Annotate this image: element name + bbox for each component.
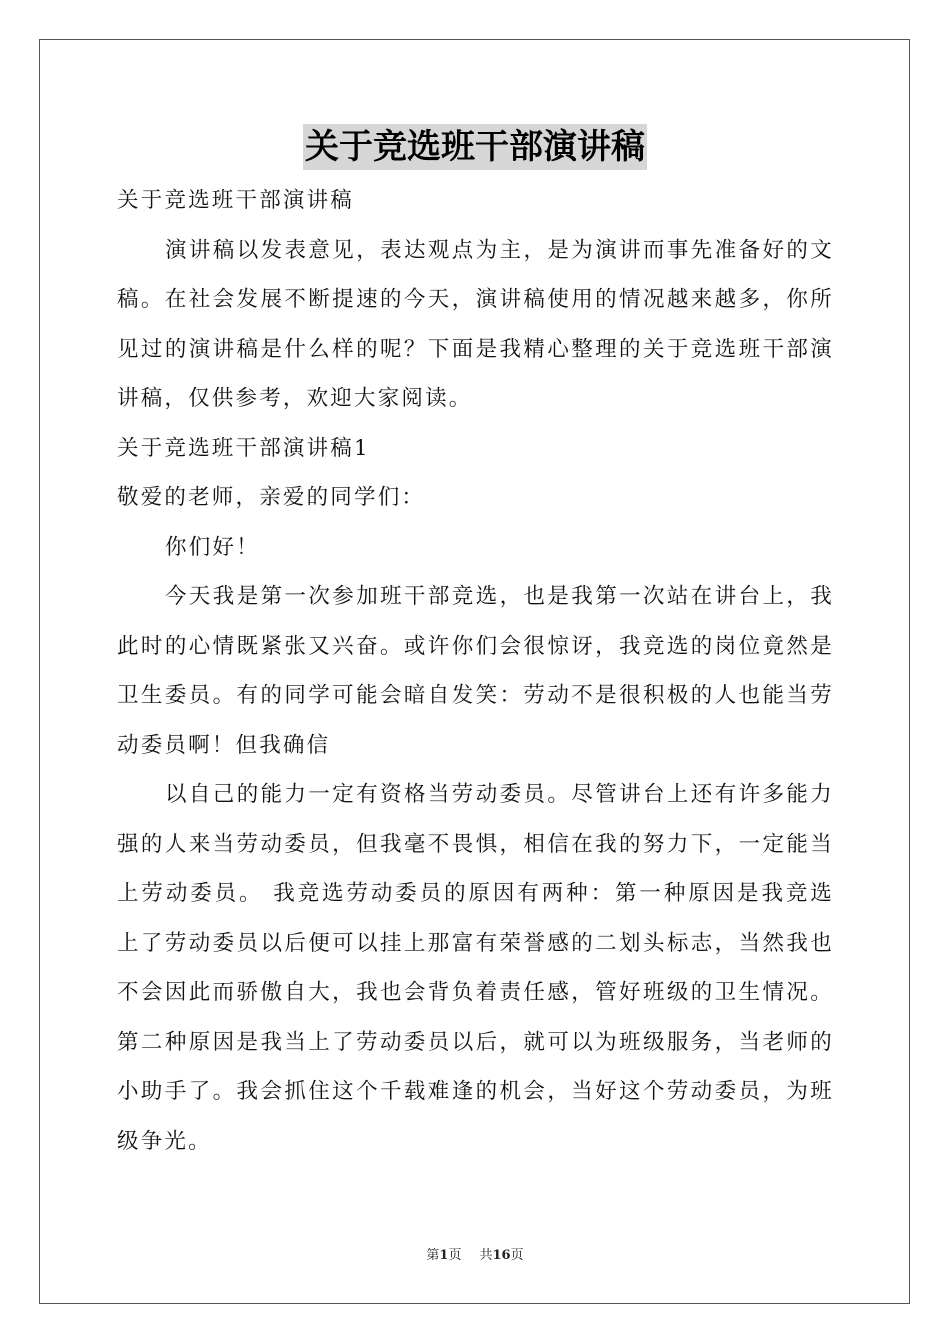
- page-footer: [0, 1247, 950, 1265]
- body-paragraph: 以自己的能力一定有资格当劳动委员。尽管讲台上还有许多能力强的人来当劳动委员，但我毫不畏惧，相信在我的努力下，一定能当上劳动委员。 我竞选劳动委员的原因有两种：第一种原因是我竞选上了劳动委员以后便可以挂上那富有荣誉感的二划头标志，当然我也不会因此而骄傲自大，我也会背负着责任感，管好班级的卫生情况。第二种原因是我当上了劳动委员以后，就可以为班级服务，当老师的小助手了。我会抓住这个千载难逢的机会，当好这个劳动委员，为班级争光。: [117, 782, 834, 1154]
- salutation: 敬爱的老师，亲爱的同学们：: [117, 485, 426, 510]
- page-number: 第1页: [426, 1248, 462, 1263]
- title-container: [0, 124, 950, 170]
- body-paragraph: 今天我是第一次参加班干部竞选，也是我第一次站在讲台上，我此时的心情既紧张又兴奋。或许你们会很惊讶，我竞选的岗位竟然是卫生委员。有的同学可能会暗自发笑：劳动不是很积极的人也能当劳动委员啊！但我确信: [117, 584, 834, 758]
- intro-paragraph: 演讲稿以发表意见，表达观点为主，是为演讲而事先准备好的文稿。在社会发展不断提速的今天，演讲稿使用的情况越来越多，你所见过的演讲稿是什么样的呢？下面是我精心整理的关于竞选班干部演讲稿，仅供参考，欢迎大家阅读。: [117, 237, 834, 411]
- document-body: [117, 176, 834, 1166]
- greeting: 你们好！: [165, 534, 260, 560]
- total-pages: 共16页: [479, 1248, 524, 1263]
- subtitle-line: 关于竞选班干部演讲稿: [117, 188, 355, 213]
- section-heading: 关于竞选班干部演讲稿1: [117, 435, 370, 461]
- document-title: 关于竞选班干部演讲稿: [303, 124, 647, 170]
